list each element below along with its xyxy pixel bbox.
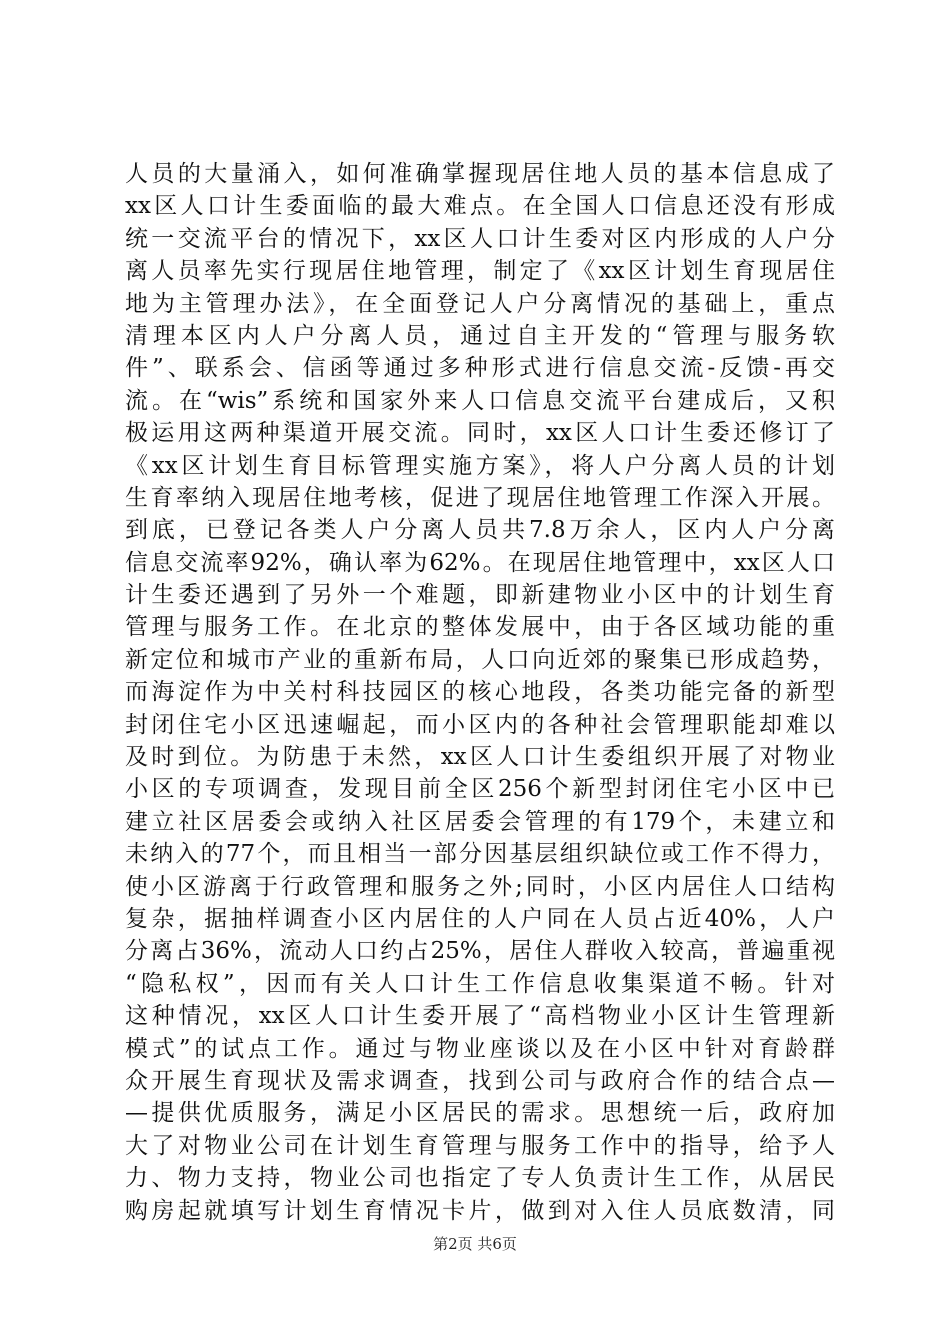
text-line: 人员的大量涌入，如何准确掌握现居住地人员的基本信息成了 <box>125 161 835 187</box>
text-line: 信息交流率92%，确认率为62%。在现居住地管理中，xx区人口 <box>125 549 835 576</box>
text-line: 清理本区内人户分离人员，通过自主开发的“管理与服务软 <box>125 322 835 349</box>
text-line: 这种情况，xx区人口计生委开展了“高档物业小区计生管理新 <box>125 1003 835 1030</box>
text-line: 生育率纳入现居住地考核，促进了现居住地管理工作深入开展。 <box>125 484 835 511</box>
text-line: —提供优质服务，满足小区居民的需求。思想统一后，政府加 <box>125 1100 835 1127</box>
text-line: 新定位和城市产业的重新布局，人口向近郊的聚集已形成趋势， <box>125 646 835 673</box>
text-line: 到底，已登记各类人户分离人员共7.8万余人，区内人户分离 <box>125 517 835 544</box>
text-line: 件”、联系会、信函等通过多种形式进行信息交流-反馈-再交 <box>125 355 835 382</box>
text-line: 离人员率先实行现居住地管理，制定了《xx区计划生育现居住 <box>125 258 835 285</box>
text-line: 模式”的试点工作。通过与物业座谈以及在小区中针对育龄群 <box>125 1035 835 1062</box>
text-line: 管理与服务工作。在北京的整体发展中，由于各区域功能的重 <box>125 614 835 641</box>
text-line: 计生委还遇到了另外一个难题，即新建物业小区中的计划生育 <box>125 582 835 609</box>
text-line: 流。在“wis”系统和国家外来人口信息交流平台建成后，又积 <box>125 387 835 414</box>
text-line: “隐私权”，因而有关人口计生工作信息收集渠道不畅。针对 <box>125 970 835 997</box>
page-footer: 第2页 共6页 <box>433 1235 517 1253</box>
text-line: 复杂，据抽样调查小区内居住的人户同在人员占近40%，人户 <box>125 905 835 932</box>
text-line: 建立社区居委会或纳入社区居委会管理的有179个，未建立和 <box>125 808 835 835</box>
text-line: 而海淀作为中关村科技园区的核心地段，各类功能完备的新型 <box>125 679 835 706</box>
text-line: 未纳入的77个，而且相当一部分因基层组织缺位或工作不得力， <box>125 841 835 868</box>
text-line: 使小区游离于行政管理和服务之外;同时，小区内居住人口结构 <box>125 873 835 900</box>
text-line: 《xx区计划生育目标管理实施方案》，将人户分离人员的计划 <box>125 452 835 479</box>
text-line: 众开展生育现状及需求调查，找到公司与政府合作的结合点— <box>125 1067 835 1094</box>
text-line: 及时到位。为防患于未然，xx区人口计生委组织开展了对物业 <box>125 744 835 771</box>
text-line: 分离占36%，流动人口约占25%，居住人群收入较高，普遍重视 <box>125 938 835 965</box>
text-line: xx区人口计生委面临的最大难点。在全国人口信息还没有形成 <box>125 193 835 220</box>
text-line: 极运用这两种渠道开展交流。同时，xx区人口计生委还修订了 <box>125 420 835 447</box>
text-line: 地为主管理办法》，在全面登记人户分离情况的基础上，重点 <box>125 290 835 317</box>
text-line: 小区的专项调查，发现目前全区256个新型封闭住宅小区中已 <box>125 776 835 803</box>
text-line: 统一交流平台的情况下，xx区人口计生委对区内形成的人户分 <box>125 225 835 252</box>
text-line: 封闭住宅小区迅速崛起，而小区内的各种社会管理职能却难以 <box>125 711 835 738</box>
text-line: 力、物力支持，物业公司也指定了专人负责计生工作，从居民 <box>125 1165 835 1192</box>
text-line: 购房起就填写计划生育情况卡片，做到对入住人员底数清，同 <box>125 1197 835 1224</box>
text-line: 大了对物业公司在计划生育管理与服务工作中的指导，给予人 <box>125 1132 835 1159</box>
body-text <box>125 158 835 1227</box>
